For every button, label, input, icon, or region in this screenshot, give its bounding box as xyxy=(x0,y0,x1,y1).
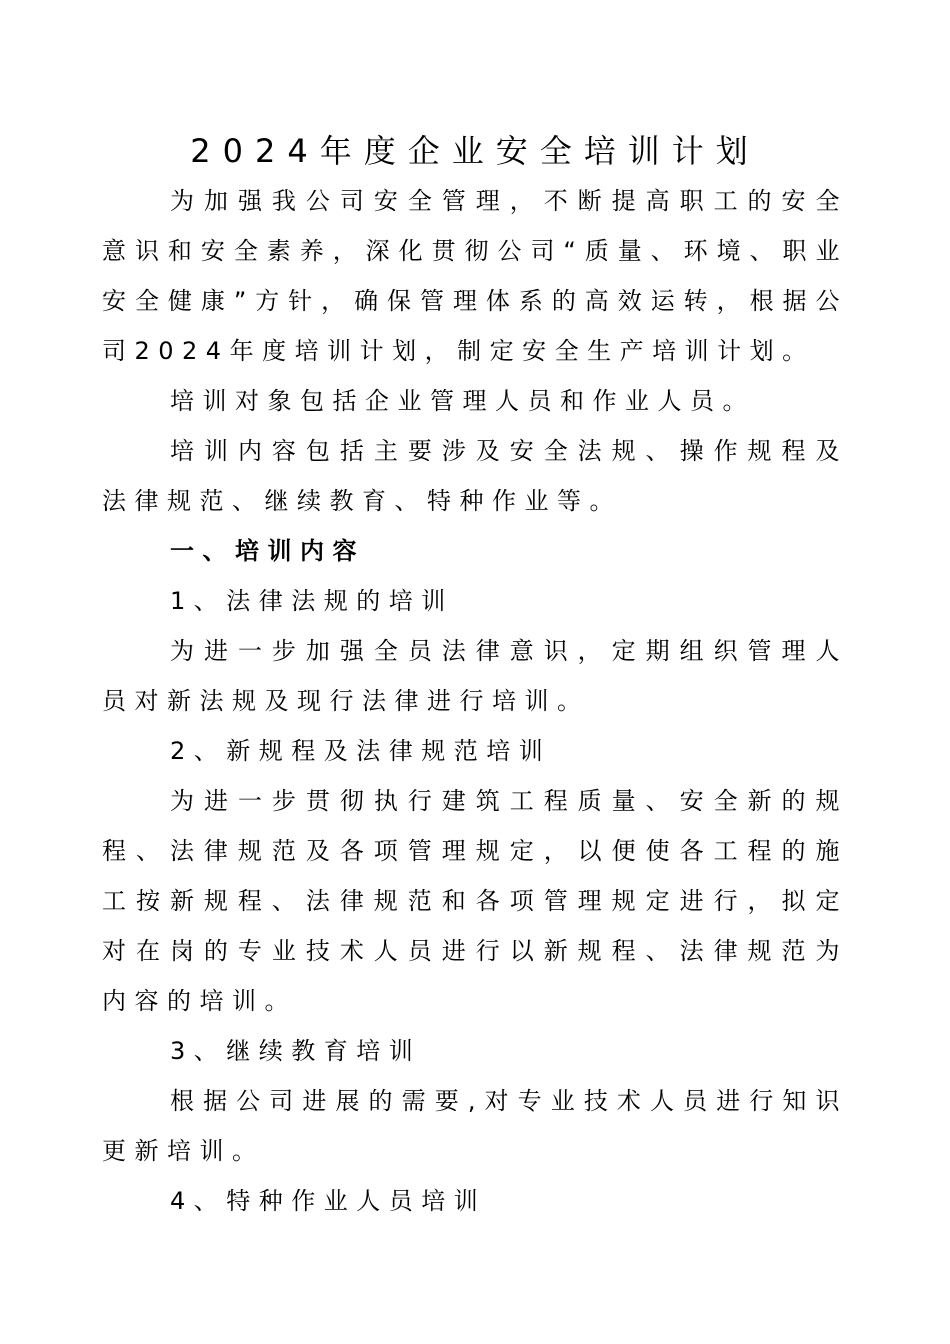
training-contents-paragraph: 培训内容包括主要涉及安全法规、操作规程及法律规范、继续教育、特种作业等。 xyxy=(102,437,848,515)
item1-title: 1、法律法规的培训 xyxy=(170,587,454,615)
training-targets-paragraph: 培训对象包括企业管理人员和作业人员。 xyxy=(170,387,755,415)
item3-title: 3、继续教育培训 xyxy=(170,1037,422,1065)
document-title: 2024年度企业安全培训计划 xyxy=(190,132,760,170)
section-heading-training-content: 一、培训内容 xyxy=(170,537,365,565)
intro-paragraph: 为加强我公司安全管理，不断提高职工的安全意识和安全素养，深化贯彻公司“质量、环境、职业安全健康”方针，确保管理体系的高效运转，根据公司2024年度培训计划，制定安全生产培训计划。 xyxy=(102,187,848,365)
item3-text: 根据公司进展的需要,对专业技术人员进行知识更新培训。 xyxy=(102,1087,848,1165)
item1-text: 为进一步加强全员法律意识，定期组织管理人员对新法规及现行法律进行培训。 xyxy=(102,637,848,715)
item4-title: 4、特种作业人员培训 xyxy=(170,1187,487,1215)
item2-title: 2、新规程及法律规范培训 xyxy=(170,737,552,765)
item2-text: 为进一步贯彻执行建筑工程质量、安全新的规程、法律规范及各项管理规定，以便使各工程的施工按新规程、法律规范和各项管理规定进行，拟定对在岗的专业技术人员进行以新规程、法律规范为内容的培训。 xyxy=(102,787,848,1015)
